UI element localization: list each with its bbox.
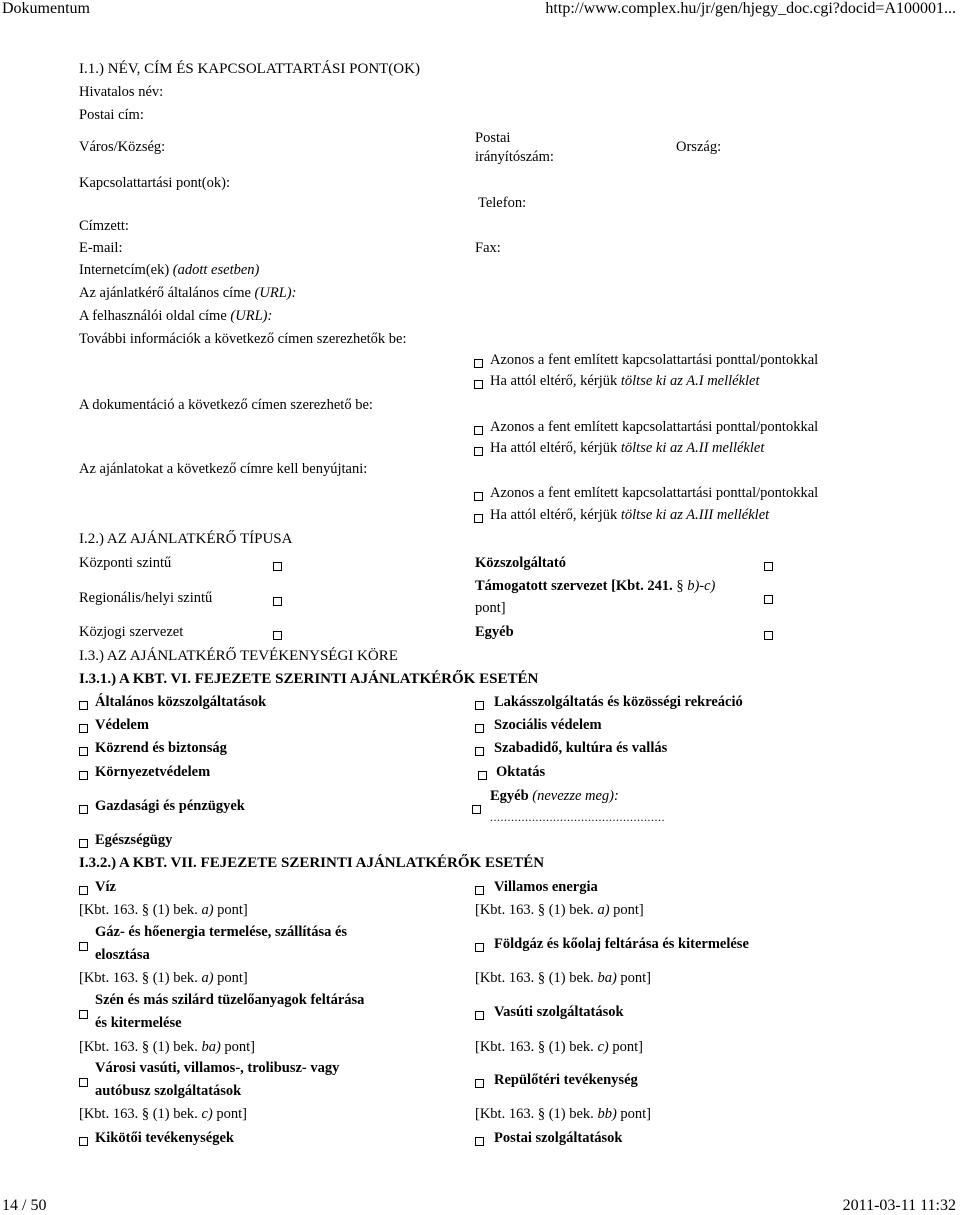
label-telefon: Telefon: (478, 195, 527, 211)
ref-par: § (141, 902, 150, 918)
ref-kbt: [Kbt. 163. (79, 970, 139, 986)
toltse-text: töltse ki az A. (620, 507, 699, 523)
ref-bek: (1) bek. (548, 902, 594, 918)
ref-letter: c) (597, 1039, 609, 1055)
ref-viz (79, 902, 248, 919)
label-kozrend: Közrend és biztonság (95, 740, 227, 756)
ref-gaz (79, 970, 248, 987)
label-egyeb-tevekenyseg (490, 788, 619, 805)
option-ajanlat-elteró (490, 507, 769, 524)
ref-kbt: [Kbt. 163. (475, 902, 535, 918)
checkbox-ajanlat-azonos[interactable] (474, 492, 483, 501)
checkbox-altalanos-kozszolg[interactable] (79, 701, 88, 710)
label-oktatas: Oktatás (496, 764, 546, 780)
checkbox-varosi[interactable] (79, 1078, 88, 1087)
ref-bek: (1) bek. (548, 970, 594, 986)
checkbox-postai[interactable] (475, 1137, 484, 1146)
ref-pont: pont] (216, 1106, 247, 1122)
checkbox-lakasszolg[interactable] (475, 701, 484, 710)
option-tovabbi-elteró (490, 373, 760, 390)
label-cimzett: Címzett: (79, 218, 129, 234)
label-szabadido: Szabadidő, kultúra és vallás (494, 740, 668, 756)
checkbox-foldgaz[interactable] (475, 943, 484, 952)
label-kapcsolattartasi: Kapcsolattartási pont(ok): (79, 175, 230, 191)
ref-par: § (537, 1039, 546, 1055)
checkbox-kozrend[interactable] (79, 747, 88, 756)
tamogatott-text: Támogatott szervezet [Kbt. 241. (475, 578, 673, 594)
label-villamos: Villamos energia (494, 879, 598, 895)
ref-bek: (1) bek. (152, 902, 198, 918)
checkbox-repuloter[interactable] (475, 1079, 484, 1088)
ref-letter: c) (201, 1106, 213, 1122)
ref-bek: (1) bek. (152, 970, 198, 986)
toltse-text: töltse ki az A. (620, 440, 699, 456)
ref-kbt: [Kbt. 163. (475, 1039, 535, 1055)
checkbox-egeszsegugy[interactable] (79, 839, 88, 848)
label-orszag: Ország: (676, 139, 722, 155)
page-number: 14 / 50 (2, 1197, 47, 1214)
label-lakasszolg: Lakásszolgáltatás és közösségi rekreáció (494, 694, 743, 710)
checkbox-egyeb-tipus[interactable] (764, 631, 773, 640)
checkbox-szen[interactable] (79, 1010, 88, 1019)
section-title-i3: I.3.) AZ AJÁNLATKÉRŐ TEVÉKENYSÉGI KÖRE (79, 648, 398, 664)
ref-letter: a) (201, 902, 214, 918)
checkbox-vasuti[interactable] (475, 1011, 484, 1020)
label-gazdasagi: Gazdasági és pénzügyek (95, 798, 245, 814)
checkbox-tovabbi-azonos[interactable] (474, 359, 483, 368)
ref-foldgaz (475, 970, 651, 987)
checkbox-oktatas[interactable] (478, 771, 487, 780)
checkbox-kozponti[interactable] (273, 562, 282, 571)
ref-pont: pont] (224, 1039, 256, 1055)
checkbox-ajanlat-elteró[interactable] (474, 514, 483, 523)
ref-letter: ba) (201, 1039, 221, 1055)
ref-bek: (1) bek. (548, 1039, 594, 1055)
melleklet-text: III melléklet (698, 507, 770, 523)
label-kikotoi: Kikötői tevékenységek (95, 1130, 234, 1146)
label-kornyezetvedelem: Környezetvédelem (95, 764, 211, 780)
label-email: E-mail: (79, 240, 123, 256)
checkbox-kozszolgaltato[interactable] (764, 562, 773, 571)
internetcim-text: Internetcím(ek) (79, 262, 170, 278)
doc-header-title: Dokumentum (2, 0, 90, 17)
checkbox-vedelem[interactable] (79, 724, 88, 733)
checkbox-regionalis[interactable] (273, 597, 282, 606)
melleklet-text: II melléklet (698, 440, 765, 456)
ref-par: § (537, 1106, 546, 1122)
ref-par: § (141, 1106, 150, 1122)
label-postai-irsz-1: Postai (475, 130, 511, 146)
label-kozszolgaltato: Közszolgáltató (475, 555, 567, 571)
label-repuloter: Repülőtéri tevékenység (494, 1072, 638, 1088)
section-title-i32: I.3.2.) A KBT. VII. FEJEZETE SZERINTI AJÁNLATKÉRŐK ESETÉN (79, 855, 545, 871)
paragraph-sign: § (676, 578, 684, 594)
egyeb-note: (nevezze meg): (532, 788, 619, 804)
felhasznaloi-oldal-text: A felhasználói oldal címe (79, 308, 227, 324)
ref-pont: pont] (620, 970, 652, 986)
option-dok-azonos: Azonos a fent említett kapcsolattartási ponttal/pontokkal (490, 419, 819, 435)
section-title-i1: I.1.) NÉV, CÍM ÉS KAPCSOLATTARTÁSI PONT(OK) (79, 61, 420, 77)
checkbox-kikotoi[interactable] (79, 1137, 88, 1146)
checkbox-tovabbi-elteró[interactable] (474, 380, 483, 389)
label-egeszsegugy: Egészségügy (95, 832, 173, 848)
label-tamogatott-1 (475, 578, 715, 595)
label-varosi-1: Városi vasúti, villamos-, trolibusz- vagy (95, 1060, 340, 1076)
label-egyeb-tipus: Egyéb (475, 624, 514, 640)
elteró-text: Ha attól eltérő, kérjük (490, 440, 618, 456)
egyeb-fill-line: .................................................. (490, 810, 665, 824)
label-altalanos-kozszolg: Általános közszolgáltatások (95, 694, 267, 710)
label-postai: Postai szolgáltatások (494, 1130, 623, 1146)
checkbox-kornyezetvedelem[interactable] (79, 771, 88, 780)
altalanos-cim-url: (URL): (254, 285, 297, 301)
ref-pont: pont] (612, 1039, 643, 1055)
checkbox-villamos[interactable] (475, 886, 484, 895)
ref-pont: pont] (217, 902, 248, 918)
label-internetcim (79, 262, 259, 279)
label-gaz-1: Gáz- és hőenergia termelése, szállítása és (95, 924, 348, 940)
ref-par: § (141, 1039, 150, 1055)
label-tamogatott-2: pont] (475, 600, 506, 616)
ref-letter: bb) (597, 1106, 617, 1122)
option-ajanlat-azonos: Azonos a fent említett kapcsolattartási ponttal/pontokkal (490, 485, 819, 501)
toltse-text: töltse ki az A. (620, 373, 699, 389)
section-title-i31: I.3.1.) A KBT. VI. FEJEZETE SZERINTI AJÁNLATKÉRŐK ESETÉN (79, 671, 539, 687)
ref-szen (79, 1039, 255, 1056)
print-datetime: 2011-03-11 11:32 (842, 1197, 956, 1214)
label-tovabbi-informaciok: További információk a következő címen szerezhetők be: (79, 331, 407, 347)
ref-varosi (79, 1106, 247, 1123)
label-ajanlatok: Az ajánlatokat a következő címre kell benyújtani: (79, 461, 368, 477)
ref-kbt: [Kbt. 163. (475, 1106, 535, 1122)
ref-vasuti (475, 1039, 643, 1056)
checkbox-gazdasagi[interactable] (79, 805, 88, 814)
ref-par: § (537, 902, 546, 918)
ref-pont: pont] (620, 1106, 652, 1122)
ref-bek: (1) bek. (152, 1106, 198, 1122)
label-kozponti: Központi szintű (79, 555, 172, 571)
label-varos: Város/Község: (79, 139, 166, 155)
option-tovabbi-azonos: Azonos a fent említett kapcsolattartási ponttal/pontokkal (490, 352, 819, 368)
ref-villamos (475, 902, 644, 919)
ref-repuloter (475, 1106, 651, 1123)
label-foldgaz: Földgáz és kőolaj feltárása és kitermelése (494, 936, 749, 952)
ref-pont: pont] (613, 902, 644, 918)
label-felhasznaloi-oldal (79, 308, 272, 325)
label-szen-2: és kitermelése (95, 1015, 182, 1031)
checkbox-viz[interactable] (79, 886, 88, 895)
label-dokumentacio: A dokumentáció a következő címen szerezhető be: (79, 397, 373, 413)
label-viz: Víz (95, 879, 116, 895)
ref-par: § (141, 970, 150, 986)
option-dok-elteró (490, 440, 764, 457)
label-postai-irsz-2: irányítószám: (475, 149, 554, 165)
checkbox-kozjogi[interactable] (273, 631, 282, 640)
checkbox-szocialis[interactable] (475, 724, 484, 733)
checkbox-gaz[interactable] (79, 942, 88, 951)
label-postai-cim: Postai cím: (79, 107, 144, 123)
label-vasuti: Vasúti szolgáltatások (494, 1004, 624, 1020)
ref-pont: pont] (217, 970, 248, 986)
ref-par: § (537, 970, 546, 986)
label-gaz-2: elosztása (95, 947, 150, 963)
ref-kbt: [Kbt. 163. (79, 1106, 139, 1122)
doc-header-url: http://www.complex.hu/jr/gen/hjegy_doc.cgi?docid=A100001... (545, 0, 956, 17)
ref-bek: (1) bek. (548, 1106, 594, 1122)
section-title-i2: I.2.) AZ AJÁNLATKÉRŐ TÍPUSA (79, 531, 293, 547)
checkbox-dok-elteró[interactable] (474, 447, 483, 456)
label-szen-1: Szén és más szilárd tüzelőanyagok feltárása (95, 992, 365, 1008)
altalanos-cim-text: Az ajánlatkérő általános címe (79, 285, 251, 301)
label-varosi-2: autóbusz szolgáltatások (95, 1083, 242, 1099)
internetcim-note: (adott esetben) (172, 262, 260, 278)
ref-kbt: [Kbt. 163. (475, 970, 535, 986)
tamogatott-ref: b)-c) (687, 578, 716, 594)
label-altalanos-cim (79, 285, 296, 302)
ref-letter: a) (597, 902, 610, 918)
label-hivatalos-nev: Hivatalos név: (79, 84, 164, 100)
ref-bek: (1) bek. (152, 1039, 198, 1055)
label-regionalis: Regionális/helyi szintű (79, 590, 213, 606)
checkbox-szabadido[interactable] (475, 747, 484, 756)
label-fax: Fax: (475, 240, 501, 256)
checkbox-tamogatott[interactable] (764, 595, 773, 604)
felhasznaloi-oldal-url: (URL): (230, 308, 273, 324)
ref-letter: ba) (597, 970, 617, 986)
elteró-text: Ha attól eltérő, kérjük (490, 373, 618, 389)
egyeb-text: Egyéb (490, 788, 529, 804)
elteró-text: Ha attól eltérő, kérjük (490, 507, 618, 523)
checkbox-dok-azonos[interactable] (474, 426, 483, 435)
ref-kbt: [Kbt. 163. (79, 902, 139, 918)
label-kozjogi: Közjogi szervezet (79, 624, 184, 640)
label-szocialis: Szociális védelem (494, 717, 602, 733)
melleklet-text: I melléklet (698, 373, 760, 389)
ref-letter: a) (201, 970, 214, 986)
label-vedelem: Védelem (95, 717, 149, 733)
checkbox-egyeb-tevekenyseg[interactable] (472, 805, 481, 814)
ref-kbt: [Kbt. 163. (79, 1039, 139, 1055)
